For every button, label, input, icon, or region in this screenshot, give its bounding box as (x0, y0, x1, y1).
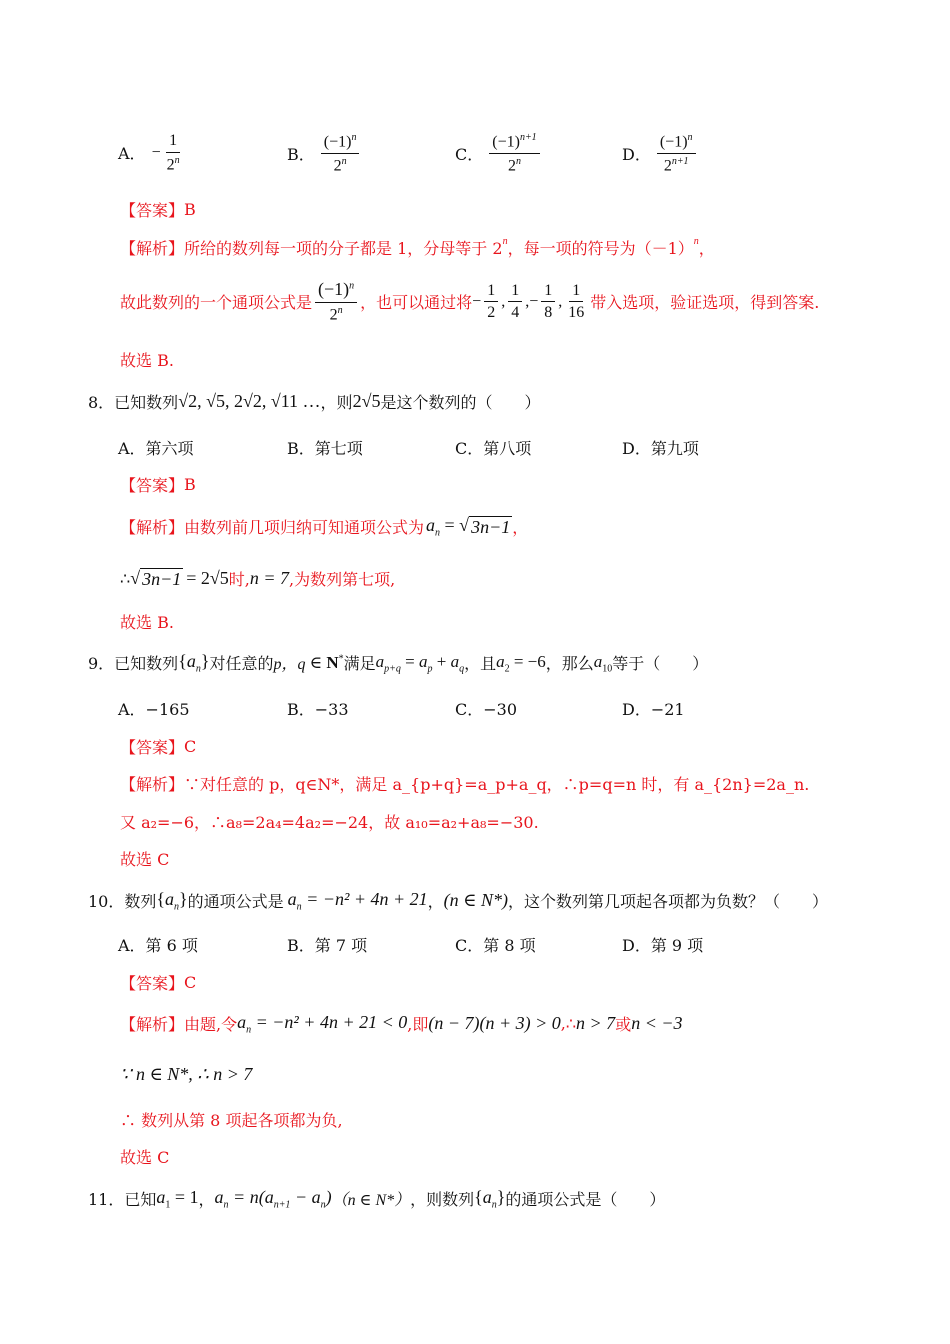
q8-conclusion: 故选 B. (120, 613, 174, 632)
q9-option-b: B．−33 (287, 700, 349, 719)
q7-option-b-fraction: $\frac{(-1)^n}{2^n}$ (321, 132, 360, 175)
q10-analysis-line-3: ∴ 数列从第 8 项起各项都为负, (120, 1111, 343, 1130)
q7-conclusion: 故选 B. (120, 351, 174, 370)
q8-answer: 【答案】 B (120, 475, 196, 495)
q10-option-a: A．第 6 项 (118, 936, 198, 955)
q7-analysis-line-2: 故此数列的一个通项公式是 $\frac{(-1)^n}{2^n}$ ，也可以通过将 − $\frac{1}{2}$ , $\frac{1}{4}$ ,− $\frac{1}{8}$ , $\frac{1}{16}$ 带入选项，验证选项，得到答案. (120, 279, 820, 323)
q7-option-c: C． $\frac{(-1)^{n+1}}{2^n}$ (455, 132, 543, 175)
q11-stem: 11．已知 $a_1 = 1$ ， $a_n = n(a_{n+1} - a_n)$ （n ∈ N*） ，则数列 $\{a_n\}$ 的通项公式是（ ） (88, 1187, 666, 1211)
q7-option-c-fraction: $\frac{(-1)^{n+1}}{2^n}$ (489, 132, 539, 175)
q10-option-c: C．第 8 项 (455, 936, 536, 955)
q9-option-c: C．−30 (455, 700, 518, 719)
q9-conclusion: 故选 C (120, 850, 170, 869)
q8-sqrt-formula-2: 3n−1 (142, 569, 182, 589)
q8-sqrt-formula: 3n−1 (471, 517, 511, 537)
q7-answer: 【答案】 B (120, 200, 196, 220)
q10-answer: 【答案】 C (120, 973, 197, 993)
q10-option-b: B．第 7 项 (287, 936, 368, 955)
q8-option-a: A．第六项 (118, 439, 194, 458)
q9-analysis-line-1: 【解析】 ∵对任意的 p，q∈N*，满足 a_{p+q}=a_p+a_q，∴p=q=n 时，有 a_{2n}=2a_n. (120, 775, 810, 794)
q7-general-term-fraction: $\frac{(-1)^n}{2^n}$ (315, 280, 357, 324)
q8-option-d: D．第九项 (622, 439, 699, 458)
q7-option-a-fraction: $\frac{1}{2^n}$ (166, 132, 180, 173)
q7-analysis-line-1: 【解析】 所给的数列每一项的分子都是 1，分母等于 2 $^n$ ，每一项的符号为（－1） $^n$ ， (120, 236, 715, 258)
q8-analysis-line-1: 【解析】 由数列前几项归纳可知通项公式为 $a_n$ = √ 3n−1 ， (120, 514, 529, 539)
q10-stem: 10．数列 $\{a_n\}$ 的通项公式是 $a_n = -n^2 + 4n + 21$ ， (n ∈ N*) ，这个数列第几项起各项都为负数？（ ） (88, 889, 829, 913)
q7-option-d-fraction: $\frac{(-1)^n}{2^{n+1}}$ (657, 132, 696, 175)
q10-analysis-line-1: 【解析】 由题,令 $a_n = -n^2 + 4n + 21 < 0$ ,即 (n − 7)(n + 3) > 0 ,∴ n > 7 或 n < −3 (120, 1012, 683, 1036)
q8-analysis-line-2: ∴ √ 3n−1 = 2√5 时, n = 7 ,为数列第七项, (120, 567, 396, 589)
q7-example-terms: − $\frac{1}{2}$ , $\frac{1}{4}$ ,− $\frac{1}{8}$ , $\frac{1}{16}$ (472, 281, 585, 322)
q10-conclusion: 故选 C (120, 1148, 170, 1167)
q9-stem: 9．已知数列 $\{a_n\}$ 对任意的 p，q ∈ N* 满足 $a_{p+q} = a_p + a_q$ ，且 $a_2 = -6$ ，那么 $a_{10}$ 等于（ ） (88, 651, 709, 675)
q8-stem: 8．已知数列 √2, √5, 2√2, √11 … ，则 2√5 是这个数列的（ ） (88, 391, 541, 412)
q8-option-c: C．第八项 (455, 439, 532, 458)
q9-option-d: D．−21 (622, 700, 685, 719)
q10-analysis-line-2: ∵ n ∈ N*, ∴ n > 7 (120, 1064, 253, 1084)
q10-option-d: D．第 9 项 (622, 936, 704, 955)
q9-answer: 【答案】 C (120, 737, 197, 757)
q9-option-a: A．−165 (118, 700, 190, 719)
q8-option-b: B．第七项 (287, 439, 363, 458)
q9-analysis-line-2: 又 a₂=−6，∴a₈=2a₄=4a₂=−24，故 a₁₀=a₂+a₈=−30. (120, 813, 539, 832)
q7-option-b: B． $\frac{(-1)^n}{2^n}$ (287, 132, 362, 175)
q7-option-a: A． − $\frac{1}{2^n}$ (118, 132, 186, 174)
q7-option-d: D． $\frac{(-1)^n}{2^{n+1}}$ (622, 132, 699, 175)
